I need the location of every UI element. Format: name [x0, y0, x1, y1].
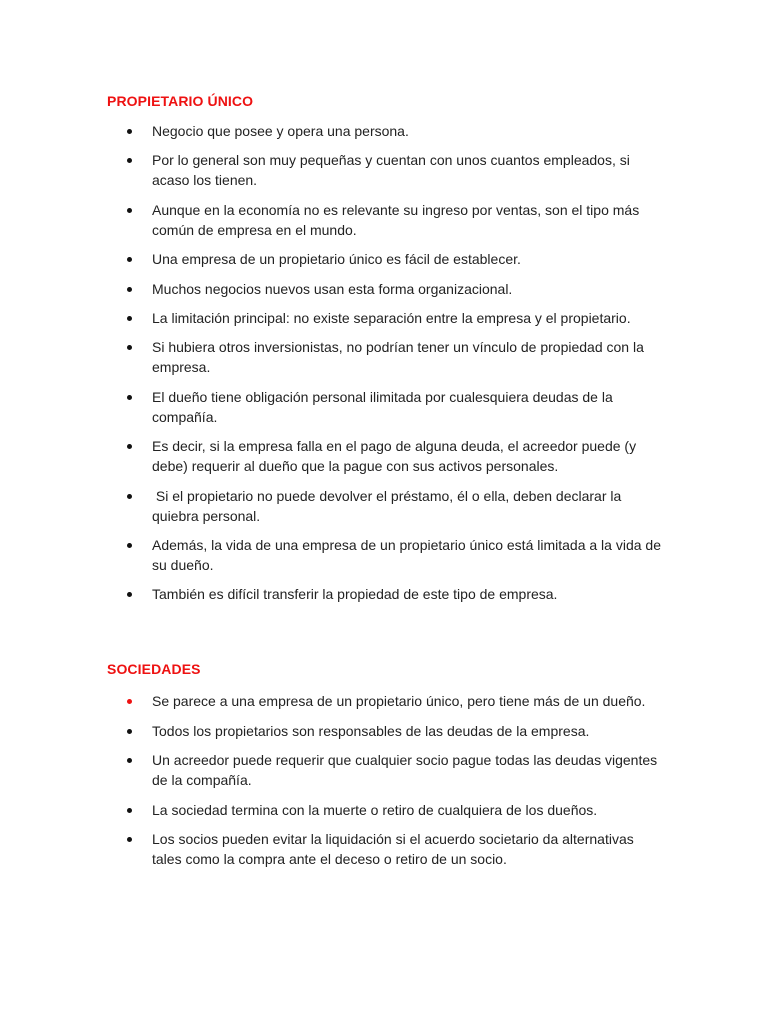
list-item-text: Se parece a una empresa de un propietario único, pero tiene más de un dueño.	[152, 693, 646, 709]
list-item-text: Una empresa de un propietario único es fácil de establecer.	[152, 251, 521, 268]
list-item	[107, 486, 667, 526]
section-title-sociedades: SOCIEDADES	[107, 661, 201, 677]
bullet-icon	[127, 257, 132, 262]
list-item-text: Un acreedor puede requerir que cualquier socio pague todas las deudas vigentes de la compañía.	[152, 752, 658, 789]
list-item-text: Todos los propietarios son responsables de las deudas de la empresa.	[152, 722, 590, 739]
list-item	[107, 387, 667, 427]
bullet-icon	[127, 395, 132, 400]
bullet-icon	[127, 345, 132, 350]
bullet-icon	[127, 729, 132, 734]
list-item	[107, 721, 667, 741]
bullet-icon	[127, 316, 132, 321]
section-title-propietario-unico: PROPIETARIO ÚNICO	[107, 93, 254, 109]
bullet-icon	[127, 158, 132, 163]
bullet-icon	[127, 444, 132, 449]
list-item-text: Los socios pueden evitar la liquidación si el acuerdo societario da alternativas tales como la compra ante el deceso o retiro de un socio.	[152, 831, 634, 868]
list-item	[107, 436, 667, 476]
list-item-text: Negocio que posee y opera una persona.	[152, 123, 409, 139]
list-item	[107, 584, 667, 604]
list-item-text: Además, la vida de una empresa de un propietario único está limitada a la vida de su dueño.	[152, 536, 661, 573]
propietario-unico-list	[107, 121, 667, 614]
list-item-text: Es decir, si la empresa falla en el pago de alguna deuda, el acreedor puede (y debe) requerir al dueño que la pague con sus activos personales.	[152, 438, 637, 475]
list-item	[107, 308, 667, 328]
list-item	[107, 535, 667, 575]
list-item	[107, 150, 667, 190]
list-item-text: Si hubiera otros inversionistas, no podrían tener un vínculo de propiedad con la empresa.	[152, 339, 644, 376]
list-item-text: El dueño tiene obligación personal ilimitada por cualesquiera deudas de la compañía.	[152, 388, 613, 425]
list-item	[107, 750, 667, 790]
list-item	[107, 337, 667, 377]
list-item-text: La sociedad termina con la muerte o retiro de cualquiera de los dueños.	[152, 801, 598, 818]
bullet-icon	[127, 592, 132, 597]
list-item	[107, 121, 667, 141]
bullet-icon	[127, 543, 132, 548]
list-item	[107, 691, 667, 711]
list-item	[107, 829, 667, 869]
list-item-text: La limitación principal: no existe separación entre la empresa y el propietario.	[152, 309, 631, 326]
list-item	[107, 800, 667, 820]
list-item-text: Por lo general son muy pequeñas y cuentan con unos cuantos empleados, si acaso los tienen.	[152, 152, 630, 189]
list-item-text: Si el propietario no puede devolver el préstamo, él o ella, deben declarar la quiebra personal.	[152, 487, 626, 524]
red-bullet-icon	[127, 699, 132, 704]
list-item	[107, 279, 667, 299]
bullet-icon	[127, 837, 132, 842]
list-item-text: También es difícil transferir la propiedad de este tipo de empresa.	[152, 586, 558, 603]
bullet-icon	[127, 129, 132, 134]
bullet-icon	[127, 808, 132, 813]
list-item-text: Aunque en la economía no es relevante su ingreso por ventas, son el tipo más común de empresa en el mundo.	[152, 201, 640, 238]
sociedades-list	[107, 691, 667, 879]
bullet-icon	[127, 758, 132, 763]
list-item-text: Muchos negocios nuevos usan esta forma organizacional.	[152, 280, 513, 297]
bullet-icon	[127, 494, 132, 499]
bullet-icon	[127, 287, 132, 292]
bullet-icon	[127, 208, 132, 213]
list-item	[107, 249, 667, 269]
list-item	[107, 200, 667, 240]
